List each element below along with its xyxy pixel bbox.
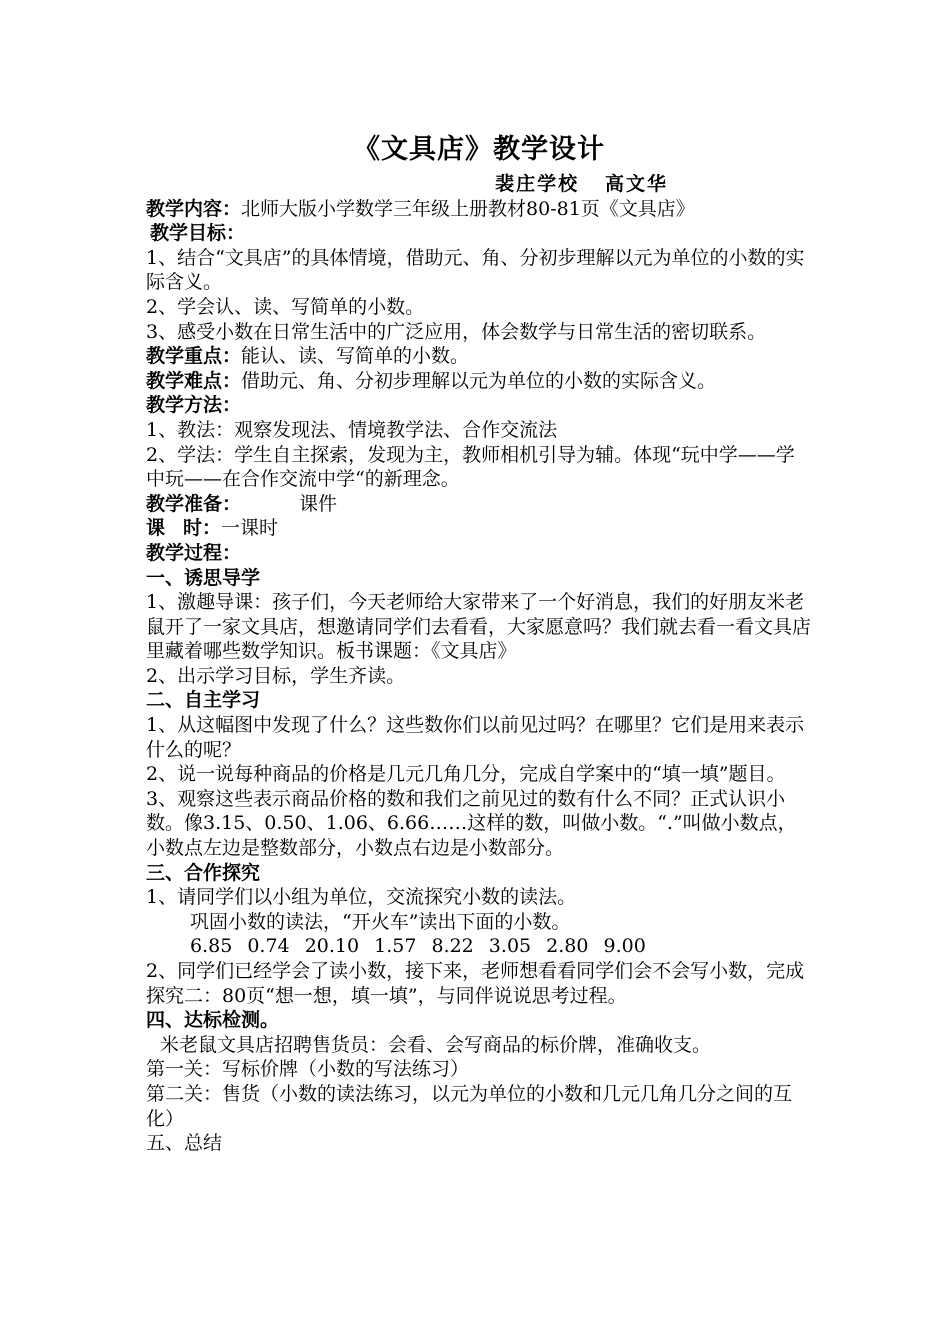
goal-item: 3、感受小数在日常生活中的广泛应用，体会数学与日常生活的密切联系。 — [146, 320, 767, 343]
preparation — [146, 492, 812, 517]
section-heading: 三、合作探究 — [146, 861, 261, 884]
section-item: 第二关：售货（小数的读法练习，以元为单位的小数和几元几角几分之间的互化） — [146, 1082, 793, 1130]
period-text: 一课时 — [221, 517, 279, 540]
decimal-numbers: 6.85 0.74 20.10 1.57 8.22 3.05 2.80 9.00 — [190, 935, 646, 958]
teaching-content — [146, 197, 812, 222]
difficulty — [146, 369, 812, 394]
section-heading: 二、自主学习 — [146, 689, 261, 712]
content-label: 教学内容： — [146, 197, 242, 220]
prep-label: 教学准备： — [146, 492, 242, 515]
content-text: 北师大版小学数学三年级上册教材80-81页《文具店》 — [241, 197, 695, 220]
check-intro: 米老鼠文具店招聘售货员：会看、会写商品的标价牌，准确收支。 — [160, 1033, 712, 1056]
method-item: 2、学法：学生自主探索，发现为主，教师相机引导为辅。体现“玩中学——学中玩——在合作交流中学“的新理念。 — [146, 443, 795, 491]
section-item: 2、出示学习目标，学生齐读。 — [146, 664, 406, 687]
process-label: 教学过程： — [146, 541, 242, 564]
section-heading: 一、诱思导学 — [146, 566, 261, 589]
key-point — [146, 344, 812, 369]
difficulty-label: 教学难点： — [146, 369, 242, 392]
methods-label: 教学方法： — [146, 394, 242, 417]
document-page — [146, 132, 812, 1156]
period-label-b: 时： — [183, 517, 222, 540]
class-period — [146, 516, 812, 541]
goal-item: 2、学会认、读、写简单的小数。 — [146, 295, 425, 318]
section-item: 2、说一说每种商品的价格是几元几角几分，完成自学案中的“填一填”题目。 — [146, 763, 786, 786]
practice-instruction: 巩固小数的读法，“开火车”读出下面的小数。 — [190, 910, 571, 933]
section-item: 1、请同学们以小组为单位，交流探究小数的读法。 — [146, 886, 577, 909]
section-heading: 四、达标检测。 — [146, 1009, 280, 1032]
section-item: 2、同学们已经学会了读小数，接下来，老师想看看同学们会不会写小数，完成探究二：80页“想一想，填一填”，与同伴说说思考过程。 — [146, 960, 805, 1007]
section-item: 3、观察这些表示商品价格的数和我们之前见过的数有什么不同？正式认识小数。像3.15、0.50、1.06、6.66……这样的数，叫做小数。“.”叫做小数点，小数点左边是整数部分，小数点右边是小数部分。 — [146, 787, 797, 860]
method-item: 1、教法：观察发现法、情境教学法、合作交流法 — [146, 418, 558, 441]
section-item: 第一关：写标价牌（小数的写法练习） — [146, 1058, 470, 1081]
difficulty-text: 借助元、角、分初步理解以元为单位的小数的实际含义。 — [241, 369, 717, 392]
section-item: 1、从这幅图中发现了什么？这些数你们以前见过吗？在哪里？它们是用来表示什么的呢？ — [146, 714, 805, 761]
section-heading: 五、总结 — [146, 1132, 223, 1155]
document-title: 《文具店》教学设计 — [353, 134, 605, 165]
period-label-a: 课 — [146, 517, 166, 540]
section-item: 1、激趣导课：孩子们，今天老师给大家带来了一个好消息，我们的好朋友米老鼠开了一家文具店，想邀请同学们去看看，大家愿意吗？我们就去看一看文具店里藏着哪些数学知识。板书课题：《文具店》 — [146, 591, 812, 663]
author-line: 裴庄学校 高文华 — [495, 173, 668, 195]
goal-item: 1、结合“文具店”的具体情境，借助元、角、分初步理解以元为单位的小数的实际含义。 — [146, 246, 805, 294]
key-point-text: 能认、读、写简单的小数。 — [241, 345, 470, 368]
goals-label: 教学目标： — [150, 222, 246, 245]
key-point-label: 教学重点： — [146, 345, 242, 368]
prep-text: 课件 — [299, 492, 338, 515]
